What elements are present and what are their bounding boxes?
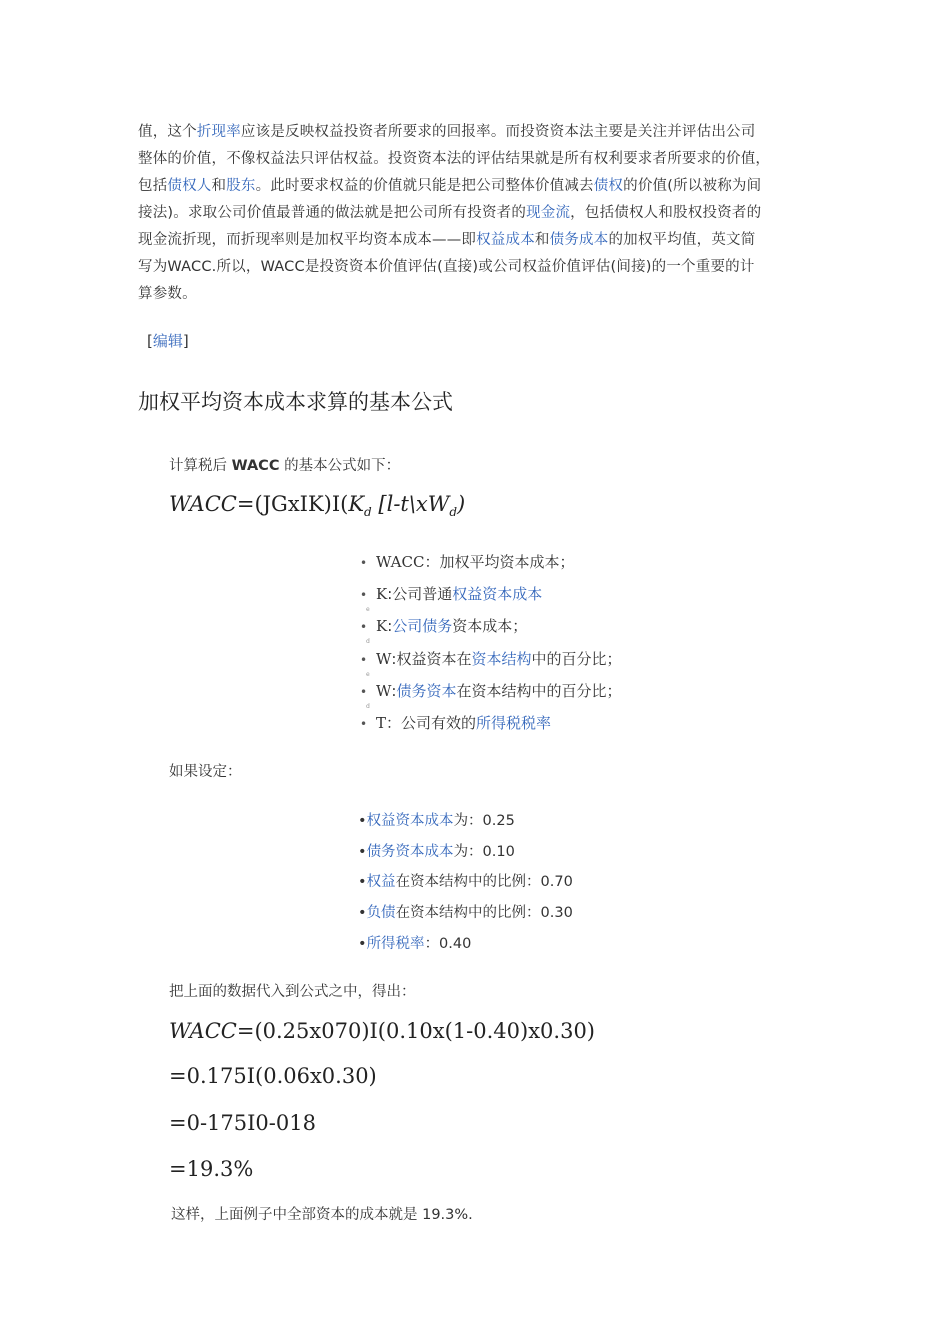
intro-line-1 xyxy=(138,119,814,146)
definition-text: 资本成本； xyxy=(452,617,528,636)
intro-line-4 xyxy=(138,200,814,227)
definition-text: 加权平均资本成本； xyxy=(439,553,575,571)
text: 和 xyxy=(534,232,550,248)
value-text: 在资本结构中的比例：0.70 xyxy=(395,874,573,891)
definition-text: 公司普通 xyxy=(392,585,453,604)
bracket: [ xyxy=(147,332,153,350)
bullet-icon: • xyxy=(358,843,367,860)
bracket: ] xyxy=(182,332,189,350)
definition-symbol: W xyxy=(376,649,392,668)
value-item xyxy=(358,839,573,870)
text: 和 xyxy=(211,178,227,194)
section-heading: 加权平均资本成本求算的基本公式 xyxy=(138,390,453,414)
value-link[interactable]: 所得税率 xyxy=(366,935,425,952)
definition-item xyxy=(360,612,622,644)
values-list xyxy=(358,808,573,961)
value-text: 为：0.10 xyxy=(453,843,515,860)
conclusion: 这样，上面例子中全部资本的成本就是 19.3%. xyxy=(171,1207,473,1223)
link-cash-flow[interactable]: 现金流 xyxy=(526,205,571,221)
bullet-icon: • xyxy=(360,716,368,731)
definition-symbol: WACC xyxy=(376,553,425,571)
text: 接法)。求取公司价值最普通的做法就是把公司所有投资者的 xyxy=(138,205,527,221)
formula-end: ) xyxy=(457,492,466,516)
bullet-icon: • xyxy=(358,874,367,891)
calc-lhs: WACC xyxy=(169,1019,237,1043)
intro-line-2: 整体的价值，不像权益法只评估权益。投资资本法的评估结果就是所有权利要求者所要求的价值， xyxy=(138,151,771,167)
bullet-icon: • xyxy=(358,905,367,922)
value-link[interactable]: 债务资本成本 xyxy=(366,843,454,860)
text: 的基本公式如下： xyxy=(279,458,401,474)
definition-link[interactable]: 权益资本成本 xyxy=(452,585,543,604)
definition-text: 中的百分比； xyxy=(531,649,622,668)
intro-line-3 xyxy=(138,173,814,200)
formula-k-sub: d xyxy=(364,505,372,520)
calc-line-4: =19.3% xyxy=(169,1157,254,1181)
separator: ： xyxy=(386,713,402,732)
intro-line-5 xyxy=(138,227,814,254)
definition-symbol: T xyxy=(376,713,387,732)
definition-item xyxy=(360,677,622,709)
calc-line-3: =0-175I0-018 xyxy=(169,1111,316,1135)
definition-item xyxy=(360,580,622,612)
bullet-icon: • xyxy=(360,556,368,570)
value-link[interactable]: 权益资本成本 xyxy=(366,813,454,829)
text: 包括 xyxy=(138,178,168,194)
text: 应该是反映权益投资者所要求的回报率。而投资资本法主要是关注并评估出公司 xyxy=(240,124,756,140)
definition-item xyxy=(360,548,622,580)
definition-subscript: e xyxy=(366,670,370,678)
formula-w-sub: d xyxy=(449,505,458,520)
link-equity-cost[interactable]: 权益成本 xyxy=(476,232,535,248)
edit-link[interactable]: 编辑 xyxy=(152,332,183,350)
value-link[interactable]: 权益 xyxy=(366,874,396,891)
value-item xyxy=(358,931,573,962)
definition-item xyxy=(360,645,622,677)
definition-text: 在资本结构中的百分比； xyxy=(456,681,622,700)
formula-k: K xyxy=(348,492,365,516)
formula-intro xyxy=(169,454,400,475)
substitute-label: 把上面的数据代入到公式之中，得出： xyxy=(169,984,416,1000)
separator: : xyxy=(391,681,397,700)
bullet-icon: • xyxy=(360,620,368,635)
link-discount-rate[interactable]: 折现率 xyxy=(196,124,241,140)
link-shareholder[interactable]: 股东 xyxy=(226,178,256,194)
bullet-icon: • xyxy=(358,935,367,952)
calc-line-1 xyxy=(169,1019,595,1043)
bullet-icon: • xyxy=(360,588,368,603)
definition-link[interactable]: 债务资本 xyxy=(396,681,457,700)
definition-symbol: K xyxy=(376,585,388,604)
definition-subscript: e xyxy=(366,606,370,614)
separator: : xyxy=(387,617,393,636)
separator: ： xyxy=(424,553,440,571)
link-debt-cost[interactable]: 债务成本 xyxy=(549,232,609,248)
definition-text: 权益资本在 xyxy=(396,649,472,668)
value-text: 在资本结构中的比例：0.30 xyxy=(395,905,573,922)
intro-line-6: 写为WACC.所以，WACC是投资资本价值评估(直接)或公司权益价值评估(间接)的一个重要的计 xyxy=(138,259,755,275)
definition-link[interactable]: 资本结构 xyxy=(471,649,532,668)
value-item xyxy=(358,900,573,931)
formula-lhs: WACC xyxy=(169,492,237,516)
intro-paragraph xyxy=(138,119,814,308)
definition-link[interactable]: 所得税税率 xyxy=(476,713,552,732)
bullet-icon: • xyxy=(358,813,367,829)
bullet-icon: • xyxy=(360,652,368,667)
value-item xyxy=(358,808,573,839)
formula-part: [l-t\xW xyxy=(371,492,450,516)
link-creditor[interactable]: 债权人 xyxy=(167,178,212,194)
formula-part: =(JGxIK)I( xyxy=(236,492,349,516)
bullet-icon: • xyxy=(360,684,368,699)
text: 现金流折现，而折现率则是加权平均资本成本——即 xyxy=(138,232,477,248)
calc-line-2: =0.175I(0.06x0.30) xyxy=(169,1064,377,1088)
value-item xyxy=(358,869,573,900)
calc-text: =(0.25x070)I(0.10x(1-0.40)x0.30) xyxy=(236,1019,595,1043)
text: 值，这个 xyxy=(138,124,197,140)
text: 计算税后 xyxy=(169,458,232,474)
intro-line-7: 算参数。 xyxy=(138,286,197,302)
value-link[interactable]: 负债 xyxy=(366,905,396,922)
text: ，包括债权人和股权投资者的 xyxy=(570,205,762,221)
text: 的加权平均值，英文简 xyxy=(608,232,756,248)
assume-label: 如果设定： xyxy=(169,764,242,780)
definition-text: 公司有效的 xyxy=(401,713,477,732)
value-text: ：0.40 xyxy=(424,935,472,952)
definition-item xyxy=(360,709,622,741)
definition-symbol: K xyxy=(376,617,388,636)
value-text: 为：0.25 xyxy=(453,813,515,829)
wacc-formula xyxy=(169,492,465,519)
definition-subscript: d xyxy=(366,638,370,646)
wacc-bold: WACC xyxy=(231,458,280,474)
definition-symbol: W xyxy=(376,681,392,700)
separator: : xyxy=(387,585,393,604)
text: 。此时要求权益的价值就只能是把公司整体价值减去 xyxy=(255,178,594,194)
separator: : xyxy=(391,649,397,668)
definition-link[interactable]: 公司债务 xyxy=(392,617,453,636)
definition-list xyxy=(360,548,622,741)
edit-section xyxy=(147,330,189,351)
definition-subscript: d xyxy=(366,702,370,710)
text: 的价值(所以被称为间 xyxy=(623,178,762,194)
link-debt[interactable]: 债权 xyxy=(593,178,624,194)
